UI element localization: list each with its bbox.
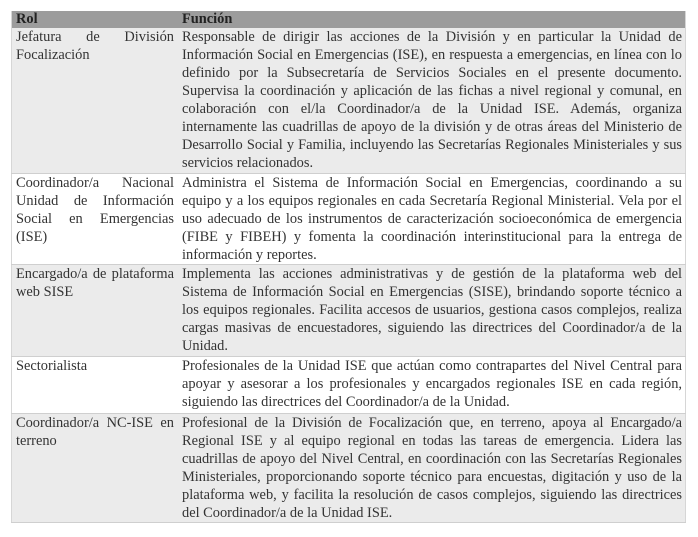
rol-cell: Coordinador/a NC-ISE en terreno [12,414,179,523]
table-row [12,28,686,174]
table-row [12,357,686,414]
rol-cell: Jefatura de División Focalización [12,28,179,174]
funcion-cell: Administra el Sistema de Información Social en Emergencias, coordinando a su equipo y a los equipos regionales en cada Secretaría Regional Ministerial. Vela por el uso adecuado de los instrumentos de caracterización socioeconómica de emergencia (FIBE y FIBEH) y fomenta la coordinación interinstitucional para la entrega de información y reportes. [178,174,686,265]
table-header-row [12,11,686,28]
rol-cell: Sectorialista [12,357,179,414]
rol-cell: Encargado/a de plataforma web SISE [12,265,179,357]
table-row [12,174,686,265]
funcion-cell: Implementa las acciones administrativas y de gestión de la plataforma web del Sistema de Información Social en Emergencias (SISE), brindando soporte técnico a los equipos regionales. Facilita accesos de usuarios, gestiona casos complejos, realiza cargas masivas de encuestadores, siguiendo las directrices del Coordinador/a de la Unidad. [178,265,686,357]
header-funcion: Función [178,11,686,28]
funcion-cell: Profesional de la División de Focalización que, en terreno, apoya al Encargado/a Regional ISE y al equipo regional en todas las tareas de emergencia. Lidera las cuadrillas de apoyo del Nivel Central, en coordinación con las Secretarías Regionales Ministeriales, proporcionando soporte técnico para encuestas, digitación y uso de la plataforma web, y facilita la resolución de casos complejos, siguiendo las directrices del Coordinador/a de la Unidad ISE. [178,414,686,523]
table-row [12,265,686,357]
rol-cell: Coordinador/a Nacional Unidad de Información Social en Emergencias (ISE) [12,174,179,265]
funcion-cell: Profesionales de la Unidad ISE que actúan como contrapartes del Nivel Central para apoyar y asesorar a los profesionales y encargados regionales ISE en cada región, siguiendo las directrices del Coordinador/a de la Unidad. [178,357,686,414]
header-rol: Rol [12,11,179,28]
funcion-cell: Responsable de dirigir las acciones de la División y en particular la Unidad de Información Social en Emergencias (ISE), en respuesta a emergencias, en línea con lo definido por la Subsecretaría de Servicios Sociales en el presente documento. Supervisa la coordinación y aplicación de las fichas a nivel regional y comunal, en colaboración con el/la Coordinador/a de la Unidad ISE. Además, organiza internamente las cuadrillas de apoyo de la división y de otras áreas del Ministerio de Desarrollo Social y Familia, incluyendo las Secretarías Regionales Ministeriales y sus servicios relacionados. [178,28,686,174]
table-row [12,414,686,523]
roles-table [11,11,686,523]
